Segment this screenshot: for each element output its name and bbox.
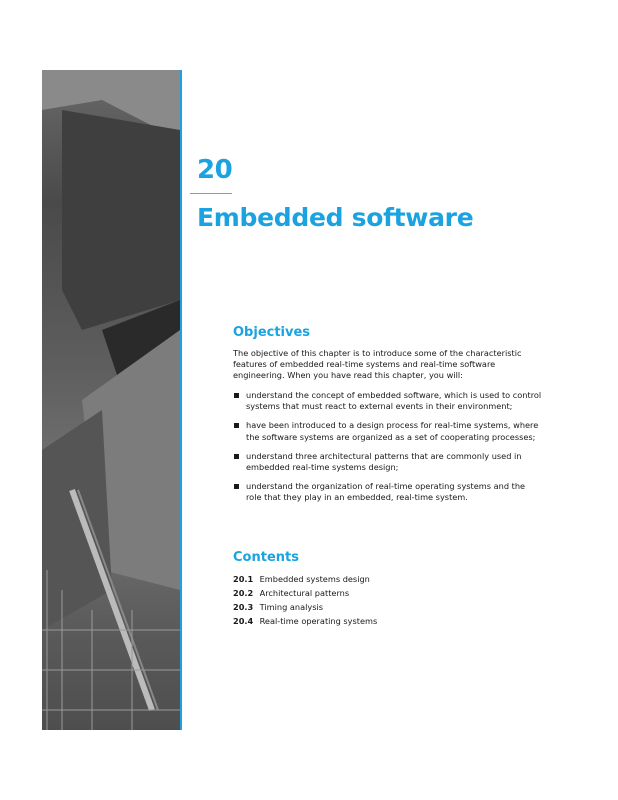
objective-item bbox=[233, 451, 543, 473]
contents-item-title: Real-time operating systems bbox=[259, 616, 378, 626]
objective-item bbox=[233, 390, 543, 412]
chapter-title: Embedded software bbox=[197, 203, 474, 232]
contents-item-number: 20.2 bbox=[233, 588, 254, 598]
contents-list bbox=[233, 572, 377, 628]
contents-item[interactable] bbox=[233, 572, 377, 586]
objective-item bbox=[233, 481, 543, 503]
contents-heading: Contents bbox=[233, 550, 299, 565]
contents-item-title: Timing analysis bbox=[259, 602, 324, 612]
square-bullet-icon bbox=[234, 423, 239, 428]
construction-photo-graphic bbox=[42, 70, 180, 730]
objective-text: understand the concept of embedded software, which is used to control systems that must react to external events in their environment; bbox=[246, 390, 542, 412]
contents-item-number: 20.1 bbox=[233, 574, 254, 584]
contents-item-number: 20.3 bbox=[233, 602, 254, 612]
objectives-heading: Objectives bbox=[233, 325, 311, 340]
chapter-number: 20 bbox=[197, 155, 233, 185]
contents-item[interactable] bbox=[233, 614, 377, 628]
objectives-list bbox=[233, 390, 543, 512]
contents-item-title: Architectural patterns bbox=[259, 588, 350, 598]
square-bullet-icon bbox=[234, 393, 239, 398]
objective-text: understand the organization of real-time operating systems and the role that they play in an embedded, real-time system. bbox=[246, 481, 526, 503]
contents-item-title: Embedded systems design bbox=[259, 574, 370, 584]
objective-text: have been introduced to a design process for real-time systems, where the software systems are organized as a set of cooperating processes; bbox=[246, 420, 539, 442]
square-bullet-icon bbox=[234, 484, 239, 489]
contents-item[interactable] bbox=[233, 600, 377, 614]
objectives-intro: The objective of this chapter is to introduce some of the characteristic features of embedded real-time systems and real-time software engineering. When you have read this chapter, you will: bbox=[233, 348, 522, 381]
contents-item-number: 20.4 bbox=[233, 616, 254, 626]
chapter-cover-photo bbox=[42, 70, 180, 730]
contents-item[interactable] bbox=[233, 586, 377, 600]
objective-item bbox=[233, 420, 543, 442]
accent-vertical-rule bbox=[180, 70, 182, 730]
objective-text: understand three architectural patterns that are commonly used in embedded real-time systems design; bbox=[246, 450, 522, 473]
square-bullet-icon bbox=[234, 454, 239, 459]
chapter-number-rule bbox=[190, 193, 232, 194]
